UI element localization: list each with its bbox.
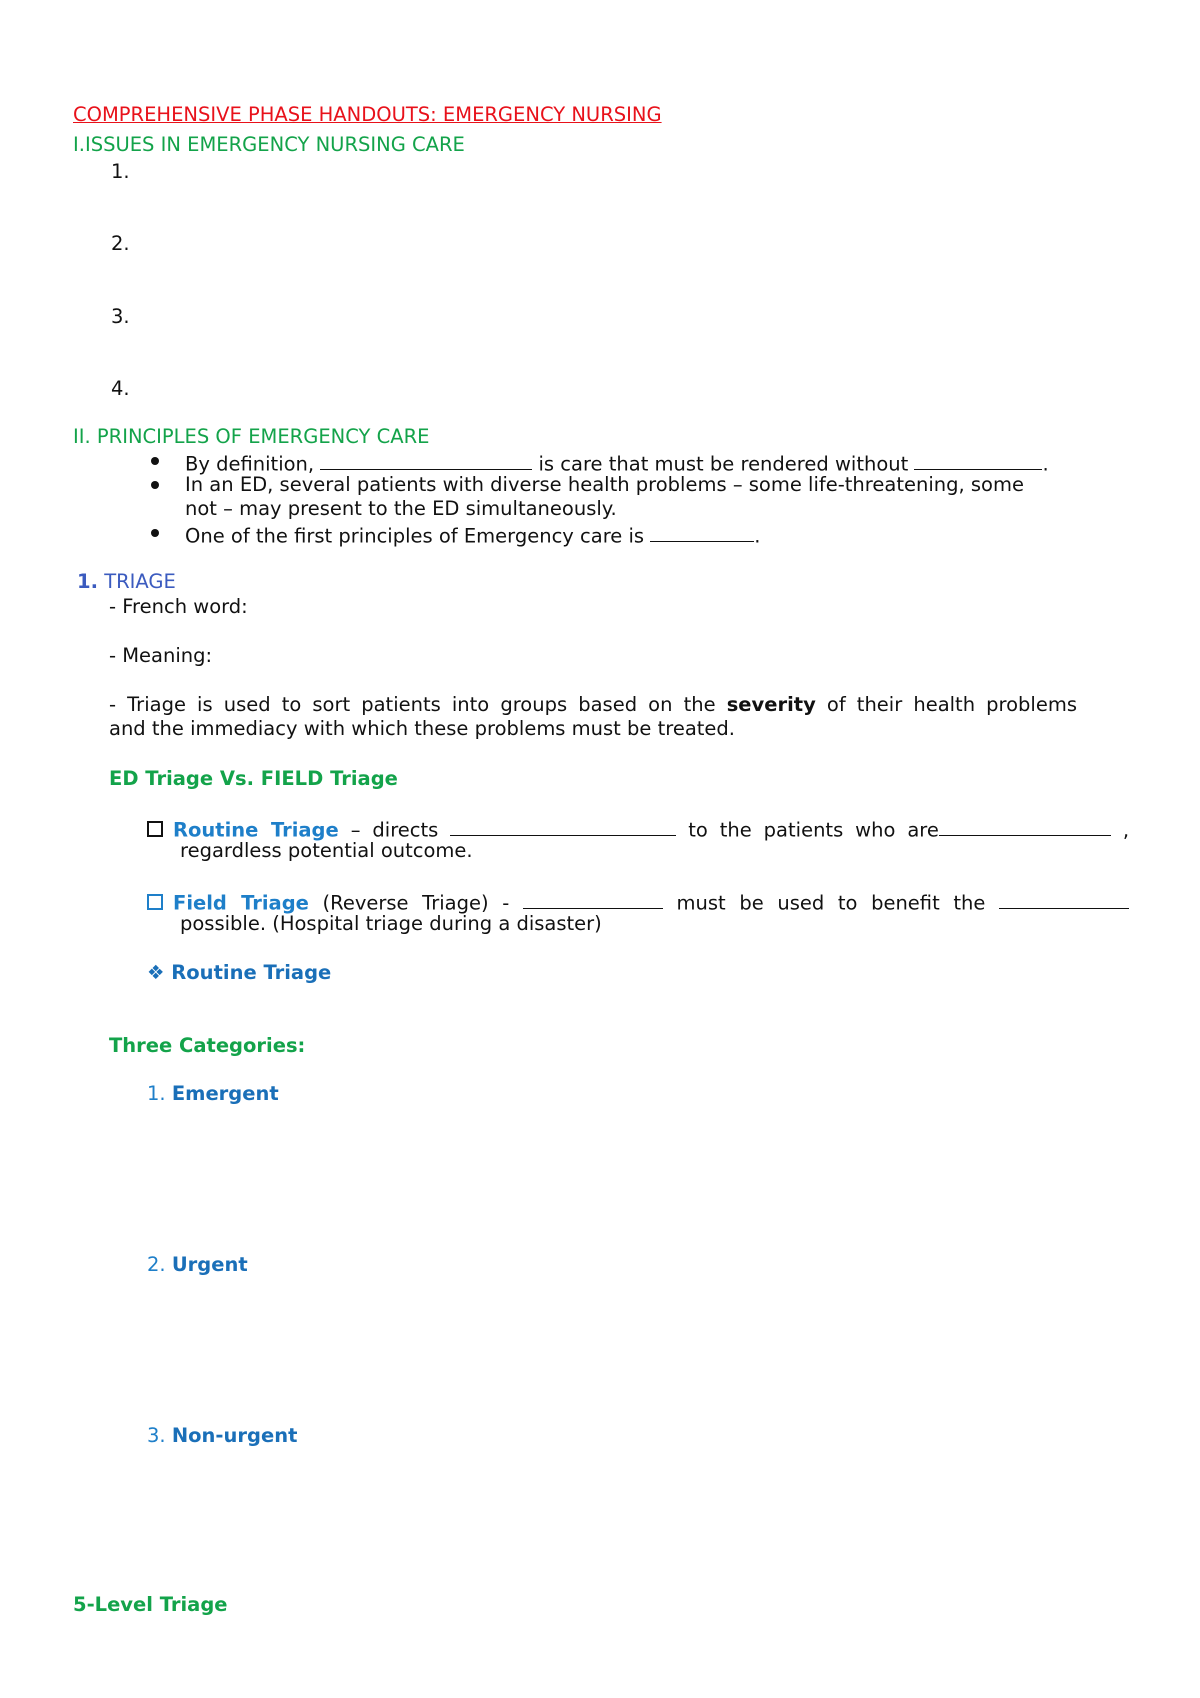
bullet-icon: [151, 529, 159, 537]
bullet-icon: [151, 457, 159, 465]
list-item: 1.: [111, 160, 130, 183]
list-item: 4.: [111, 377, 130, 400]
category-urgent: 2. Urgent: [147, 1253, 248, 1276]
document-title: COMPREHENSIVE PHASE HANDOUTS: EMERGENCY NURSING: [73, 103, 662, 126]
checkbox-icon: [147, 894, 163, 910]
principle-bullet-3: One of the first principles of Emergency care is .: [185, 521, 760, 548]
list-item: 3.: [111, 305, 130, 328]
bullet-icon: [151, 481, 159, 489]
checkbox-icon: [147, 821, 163, 837]
ed-vs-field-heading: ED Triage Vs. FIELD Triage: [109, 767, 398, 790]
routine-triage-heading: ❖ Routine Triage: [147, 961, 332, 984]
routine-triage-line-2: regardless potential outcome.: [180, 839, 473, 862]
list-item: 2.: [111, 232, 130, 255]
triage-description-line-2: and the immediacy with which these problems must be treated.: [109, 717, 735, 740]
triage-heading: 1. TRIAGE: [77, 570, 176, 593]
category-emergent: 1. Emergent: [147, 1082, 279, 1105]
field-triage-item: Field Triage (Reverse Triage) - must be used to benefit the: [147, 888, 1129, 915]
triage-french-word: - French word:: [109, 595, 248, 618]
five-level-triage-heading: 5-Level Triage: [73, 1593, 228, 1616]
three-categories-heading: Three Categories:: [109, 1034, 306, 1057]
principle-bullet-2-line-1: In an ED, several patients with diverse health problems – some life-threatening, some: [185, 473, 1024, 496]
triage-meaning: - Meaning:: [109, 644, 213, 667]
principle-bullet-2-line-2: not – may present to the ED simultaneously.: [185, 497, 617, 520]
field-triage-line-2: possible. (Hospital triage during a disaster): [180, 912, 602, 935]
principle-bullet-1: By definition, is care that must be rendered without .: [185, 449, 1049, 476]
section-2-heading: II. PRINCIPLES OF EMERGENCY CARE: [73, 425, 430, 448]
section-1-heading: I.ISSUES IN EMERGENCY NURSING CARE: [73, 133, 465, 156]
triage-description: - Triage is used to sort patients into groups based on the severity of their health problems: [109, 693, 1078, 716]
routine-triage-item: Routine Triage – directs to the patients who are ,: [147, 815, 1129, 842]
category-non-urgent: 3. Non-urgent: [147, 1424, 298, 1447]
